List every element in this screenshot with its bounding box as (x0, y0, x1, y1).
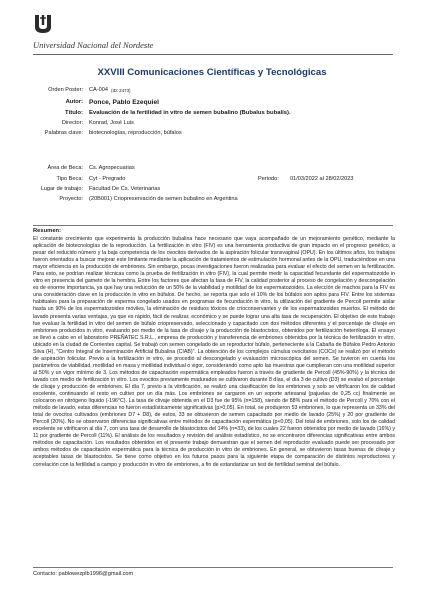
director-label: Director: (61, 120, 83, 126)
resumen-body: El constante crecimiento que experimenta la producción bubalina hace necesario que vaya acompañado de un mejoramiento genético, mediante la aplicación de biotecnologías de la reproducción. La fertilización in vitro (FIV) es una herramienta productiva de gran impacto en el progreso genético, a pesar del reducido número y la baja competencia de los ovocitos derivados de la aspiración folicular transvaginal (OPU). En los últimos años, los trabajos fueron orientados a buscar mejorar este limitante mediante la aplicación de tratamientos de estimulación hormonal antes de la OPU, traduciéndose en una mayor eficiencia en la producción de embriones. Sin embargo, pocas investigaciones fueron realizadas para evaluar el efecto del semen en la fertilización. Para esto, se podrían realizar técnicas como la prueba de fertilización in vitro (FIV), la cual permite medir la capacidad fecundante del espermatozoide in vitro en presencia del gameto de la hembra. Entre los factores que afectan la tasa de FIV, la calidad posterior al proceso de congelación y descongelación es de enorme importancia, ya que hay una reducción de un 50% de la viabilidad y motilidad de los espermatozoides. La elección de machos para la FIV es una consideración clave en la producción in vitro en búfalos. De hecho, se reporta que solo el 10% de los búfalos son aptos para FIV. Entre los sistemas habituales para la preparación de esperma congelado usados en programas de fecundación in vitro, la utilización del gradiente de Percoll permite aislar hasta un 90% de los espermatozoides móviles, la eliminación de residuos tóxicos de crioconservantes y de los espermatozoides muertos. El método de lavado presenta varias ventajas, ya que es rápido, fácil de realizar, económico y se puede lograr una alta tasa de recuperación. El objetivo de este trabajo fue evaluar la fertilidad in vitro del semen de búfalo criopreservado, seleccionado y capacitado con dos métodos diferentes y el porcentaje de clivaje en embriones producidos in vitro, evaluando por medio de la tasa de clivaje y la producción de blastocistos, obtenidos por fertilización heteróloga. El ensayo se llevó a cabo en el laboratorio PREÑATEC S.R.L., empresa de producción y transferencia de embriones obtenidos por la técnica de fertilización in vitro, ubicado en la ciudad de Corrientes capital. Se trabajó con semen congelado de un reproductor búfalo, perteneciente a la Cabaña de Búfalos Pedro Antonio Silva (H), "Centro Integral de Inseminación Artificial Bubalina (CIAB)". La obtención de los complejos cúmulus ovocitarios (COCs) se realizó por el método de aspiración folicular. Previo a la fertilización in vitro, se procedió al descongelado y evaluación microscópica del semen. Se tuvieron en cuenta los parámetros de viabilidad, motilidad en masa y motilidad individual o vigor, considerando como apto las muestras que cumplieran con una motilidad superior al 50% y un vigor mínimo de 3. Los métodos de capacitación espermática empleados fueron a través de gradiente de Percoll (45%-90%) y la técnica de lavado con medio de fertilización in vitro. Los ovocitos previamente madurados se cultivaron durante 8 días, el día 3 de cultivo (D3) se evaluó el porcentaje de clivaje y producción de embriones. El día 7, previo a la vitrificación, se realizó una clasificación de los embriones y solo se vitrificaron los de calidad excelente, continuando el resto en cultivo por un día más. Los embriones se cargaron en un soporte artesanal (pajuelas de 0,25 cc) finalmente se colocaron en nitrógeno líquido (-196°C). La tasa de clivaje obtenida en el D3 fue de 95% (n=158), siendo de 88% para el método de Percoll y 70% con el método de lavado, estas diferencias no fueron estadísticamente significativas (p>0,05). En total, se produjeron 53 embriones, lo que representa un 33% del total de ovocitos cultivados (embriones D7 + D8), de estos, 33 se obtuvieron de semen capacitado por medio de lavado (25%) y 20 por gradiente de Percoll (20%). No se observaron diferencias significativas entre métodos de capacitación espermática (p<0,05). Del total de embriones, solo los de calidad excelente se vitrificaron al día 7, con una tasa de desarrollo de blastocistos del 14% (n=33), de los cuales 22 fueron obtenidos por medio de lavado (16%) y 11 por gradiente de Percoll (11%). El análisis de los resultados y revisión del análisis estadístico, no se encontraron diferencias significativas entre ambos métodos de capacitación. Los resultados obtenidos en el presente trabajo demuestran que el semen del reproductor evaluado puede ser procesado por ambos métodos de capacitación espermática para la técnica de producción in vitro de embriones. En general, se obtuvieron tasas buenas de clivaje y aceptables tasas de blastocistos. Se tiene como objetivo en los futuros pasos para la siguiente etapa de comparación de distintos reproductores y correlación con la fertilidad a campo y producción in vitro de embriones, a fin de estandarizar un test de fertilidad seminal del búfalo. (33, 236, 395, 468)
header-divider (33, 54, 393, 55)
resumen-heading: Resumen: (33, 228, 62, 234)
autor-value: Ponce, Pablo Ezequiel (89, 99, 159, 106)
footer-divider (33, 567, 393, 568)
orden-poster-code: CA-004 (89, 87, 108, 93)
tipo-beca-value: Cyt - Pregrado (89, 176, 126, 182)
area-beca-label: Área de Beca: (47, 165, 83, 171)
periodo-label: Periodo: (258, 176, 279, 182)
tipo-beca-label: Tipo Beca: (56, 176, 83, 182)
orden-poster-label: Orden Poster: (48, 87, 83, 93)
autor-label: Autor: (65, 99, 83, 105)
lugar-trabajo-value: Facultad De Cs. Veterinarias (89, 186, 161, 192)
orden-poster-id: (ID: 2473) (111, 88, 131, 93)
lugar-trabajo-label: Lugar de trabajo: (40, 186, 83, 192)
event-title: XXVIII Comunicaciones Científicas y Tecnológicas (97, 67, 327, 78)
contact-email: Contacto: pablowezplb1996@gmail.com (33, 571, 134, 577)
section-divider (33, 225, 393, 226)
palabras-clave-label: Palabras clave: (44, 130, 83, 136)
palabras-clave-value: biotecnologías, reproducción, búfalos (89, 130, 182, 136)
director-value: Konrad, José Luis (89, 120, 134, 126)
periodo-value: 01/03/2022 al 28/02/2023 (290, 176, 354, 182)
university-name: Universidad Nacional del Nordeste (33, 40, 154, 50)
titulo-value: Evaluación de la fertilidad in vitro de semen bubalino (Bubalus bubalis). (89, 110, 291, 116)
titulo-label: Título: (65, 110, 83, 116)
proyecto-label: Proyecto: (59, 196, 83, 202)
university-logo (32, 13, 54, 35)
proyecto-value: (20B001) Criopreservación de semen bubalino en Argentina (89, 196, 238, 202)
area-beca-value: Cs. Agropecuarias (89, 165, 135, 171)
